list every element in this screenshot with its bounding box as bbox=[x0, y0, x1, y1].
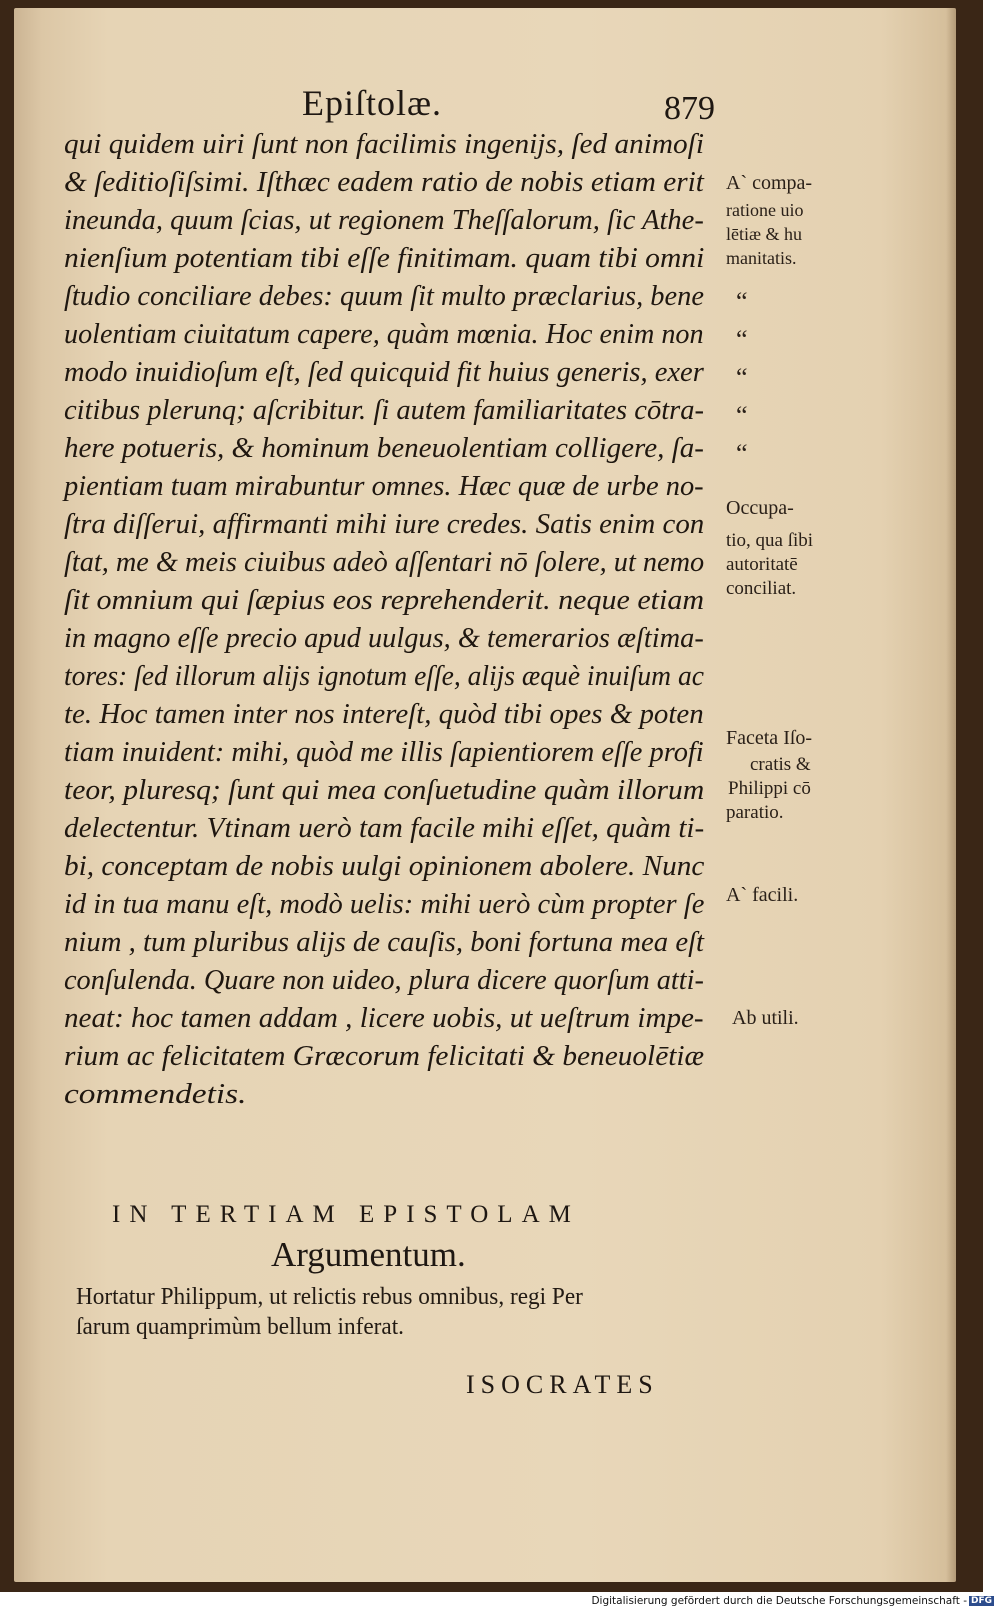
page-number: 879 bbox=[664, 90, 715, 127]
body-line: ſtat, me & meis ciuibus adeò aſſentari nō ſolere, ut nemo bbox=[64, 546, 705, 578]
body-line: uolentiam ciuitatum capere, quàm mœnia. Hoc enim non bbox=[64, 318, 704, 350]
body-line: ſit omnium qui ſæpius eos reprehenderit. neque etiam bbox=[64, 584, 705, 616]
body-line: in magno eſſe precio apud uulgus, & temerarios æſtima- bbox=[64, 622, 704, 654]
body-line: te. Hoc tamen inter nos intereſt, quòd tibi opes & poten bbox=[64, 698, 704, 730]
margin-note: lētiæ & hu bbox=[726, 224, 802, 244]
body-line: rium ac felicitatem Græcorum felicitati & beneuolētiæ bbox=[64, 1040, 705, 1072]
dfg-logo: DFG bbox=[970, 1596, 992, 1606]
page-edge-shadow bbox=[946, 8, 956, 1582]
argument-line: Hortatur Philippum, ut relictis rebus omnibus, regi Per bbox=[76, 1284, 583, 1310]
body-line: neat: hoc tamen addam , licere uobis, ut ueſtrum impe- bbox=[64, 1002, 704, 1034]
margin-quote-mark: “ bbox=[736, 287, 748, 316]
margin-quote-mark: “ bbox=[736, 325, 748, 354]
margin-note: conciliat. bbox=[726, 578, 797, 599]
margin-quote-mark: “ bbox=[736, 363, 748, 392]
body-line: citibus plerunq; aſcribitur. ſi autem familiaritates cōtra- bbox=[64, 394, 705, 426]
body-line: nienſium potentiam tibi eſſe finitimam. quam tibi omni bbox=[64, 242, 705, 274]
digitization-footer bbox=[591, 1595, 994, 1607]
body-line: conſulenda. Quare non uideo, plura dicere quorſum atti- bbox=[64, 964, 704, 996]
margin-note: Faceta Iſo- bbox=[726, 727, 813, 749]
body-line: tores: ſed illorum alijs ignotum eſſe, alijs æquè inuiſum ac bbox=[64, 660, 704, 692]
margin-note: ratione uio bbox=[726, 200, 804, 220]
section-subtitle: Argumentum. bbox=[271, 1235, 466, 1274]
body-line: delectentur. Vtinam uerò tam facile mihi eſſet, quàm ti- bbox=[64, 812, 705, 844]
body-line: ineunda, quum ſcias, ut regionem Theſſalorum, ſic Athe- bbox=[64, 204, 704, 236]
body-line: bi, conceptam de nobis uulgi opinionem abolere. Nunc bbox=[64, 850, 705, 882]
section-title: IN TERTIAM EPISTOLAM bbox=[112, 1201, 580, 1228]
body-line: ſtudio conciliare debes: quum ſit multo præclarius, bene bbox=[64, 280, 704, 312]
margin-quote-mark: “ bbox=[736, 401, 748, 430]
body-line: qui quidem uiri ſunt non facilimis ingenijs, ſed animoſi bbox=[64, 128, 704, 160]
body-line: tiam inuident: mihi, quòd me illis ſapientiorem eſſe profi bbox=[64, 736, 704, 768]
margin-note: cratis & bbox=[750, 754, 811, 775]
margin-quote-mark: “ bbox=[736, 439, 748, 468]
body-line: here potueris, & hominum beneuolentiam colligere, ſa- bbox=[64, 432, 704, 464]
body-line: teor, pluresq; ſunt qui mea conſuetudine quàm illorum bbox=[64, 774, 705, 806]
margin-note: Philippi cō bbox=[728, 778, 811, 799]
running-head: Epiſtolæ. bbox=[302, 83, 443, 123]
margin-note: Occupa- bbox=[726, 497, 794, 519]
body-line: nium , tum pluribus alijs de cauſis, boni fortuna mea eſt bbox=[64, 926, 705, 958]
body-line: ſtra diſſerui, affirmanti mihi iure credes. Satis enim con bbox=[64, 508, 705, 540]
margin-note: autoritatē bbox=[726, 554, 798, 575]
book-page bbox=[14, 8, 956, 1582]
body-line: modo inuidioſum eſt, ſed quicquid fit huius generis, exer bbox=[64, 356, 704, 388]
margin-note: Ab utili. bbox=[732, 1007, 799, 1029]
body-line: id in tua manu eſt, modò uelis: mihi uerò cùm propter ſe bbox=[64, 888, 705, 920]
author-heading: ISOCRATES bbox=[466, 1370, 659, 1399]
argument-line: ſarum quamprimùm bellum inferat. bbox=[76, 1314, 404, 1340]
body-line: pientiam tuam mirabuntur omnes. Hæc quæ de urbe no- bbox=[64, 470, 704, 502]
margin-note: A` facili. bbox=[726, 884, 799, 906]
margin-note: A` compa- bbox=[726, 172, 813, 194]
margin-note: tio, qua ſibi bbox=[726, 530, 814, 551]
margin-note: manitatis. bbox=[726, 248, 797, 268]
margin-note: paratio. bbox=[726, 802, 784, 823]
body-line: & ſeditioſiſsimi. Iſthæc eadem ratio de nobis etiam erit bbox=[64, 166, 704, 198]
body-line: commendetis. bbox=[64, 1078, 247, 1110]
footer-credit: Digitalisierung gefördert durch die Deutsche Forschungsgemeinschaft - bbox=[591, 1595, 967, 1607]
